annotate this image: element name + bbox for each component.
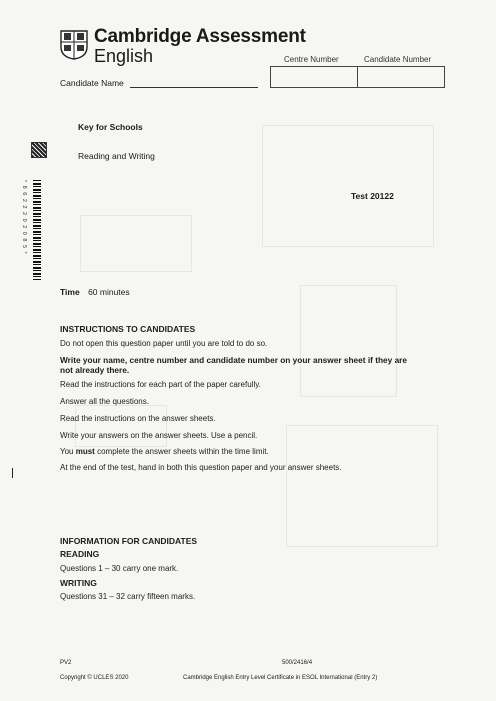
scan-mark bbox=[12, 468, 13, 478]
showthrough-box bbox=[300, 285, 397, 397]
barcode-icon bbox=[33, 180, 41, 280]
writing-text: Questions 31 – 32 carry fifteen marks. bbox=[60, 592, 196, 601]
candidate-number-label: Candidate Number bbox=[364, 55, 432, 64]
instructions-heading: INSTRUCTIONS TO CANDIDATES bbox=[60, 324, 196, 334]
paper-title: Reading and Writing bbox=[78, 151, 155, 161]
showthrough-box bbox=[262, 125, 434, 247]
instruction-line: Do not open this question paper until you are told to do so. bbox=[60, 339, 268, 348]
qr-code-icon bbox=[31, 142, 47, 158]
must-line-after: complete the answer sheets within the time limit. bbox=[94, 447, 269, 456]
instruction-line: Read the instructions for each part of the paper carefully. bbox=[60, 380, 261, 389]
instruction-line: Write your answers on the answer sheets. Use a pencil. bbox=[60, 431, 258, 440]
reading-text: Questions 1 – 30 carry one mark. bbox=[60, 564, 179, 573]
barcode-digits: * 8 6 2 2 2 0 2 0 8 5 * bbox=[21, 180, 27, 255]
footer-code-left: PV2 bbox=[60, 660, 72, 666]
footer-certificate: Cambridge English Entry Level Certificate in ESOL International (Entry 2) bbox=[183, 675, 378, 681]
time-label: Time bbox=[60, 287, 80, 297]
showthrough-box bbox=[80, 215, 192, 272]
brand-name: Cambridge Assessment bbox=[94, 26, 306, 47]
information-heading: INFORMATION FOR CANDIDATES bbox=[60, 536, 198, 546]
exam-level: Key for Schools bbox=[78, 122, 143, 132]
instruction-line: Read the instructions on the answer sheets. bbox=[60, 414, 216, 423]
candidate-name-label: Candidate Name bbox=[60, 78, 124, 88]
writing-label: WRITING bbox=[60, 578, 97, 588]
centre-number-label: Centre Number bbox=[284, 55, 339, 64]
centre-number-field[interactable] bbox=[270, 66, 358, 88]
reading-label: READING bbox=[60, 549, 100, 559]
instruction-line: At the end of the test, hand in both this question paper and your answer sheets. bbox=[60, 463, 342, 472]
instruction-line bbox=[60, 447, 269, 456]
time-row bbox=[60, 287, 130, 297]
showthrough-box bbox=[286, 425, 438, 547]
instruction-line-bold: Write your name, centre number and candidate number on your answer sheet if they are bbox=[60, 355, 408, 365]
showthrough-box bbox=[75, 405, 167, 447]
must-word: must bbox=[75, 447, 95, 456]
brand-subname: English bbox=[94, 46, 154, 66]
instruction-line: Answer all the questions. bbox=[60, 397, 149, 406]
footer-copyright: Copyright © UCLES 2020 bbox=[60, 675, 129, 681]
time-value: 60 minutes bbox=[88, 287, 130, 297]
must-line-before: You bbox=[60, 447, 76, 456]
instruction-line-bold: not already there. bbox=[60, 365, 130, 375]
test-code: Test 20122 bbox=[351, 191, 394, 201]
candidate-name-field[interactable] bbox=[130, 87, 258, 88]
footer-code-right: 500/2416/4 bbox=[282, 660, 313, 666]
cambridge-shield-icon bbox=[60, 30, 88, 60]
candidate-number-field[interactable] bbox=[357, 66, 445, 88]
